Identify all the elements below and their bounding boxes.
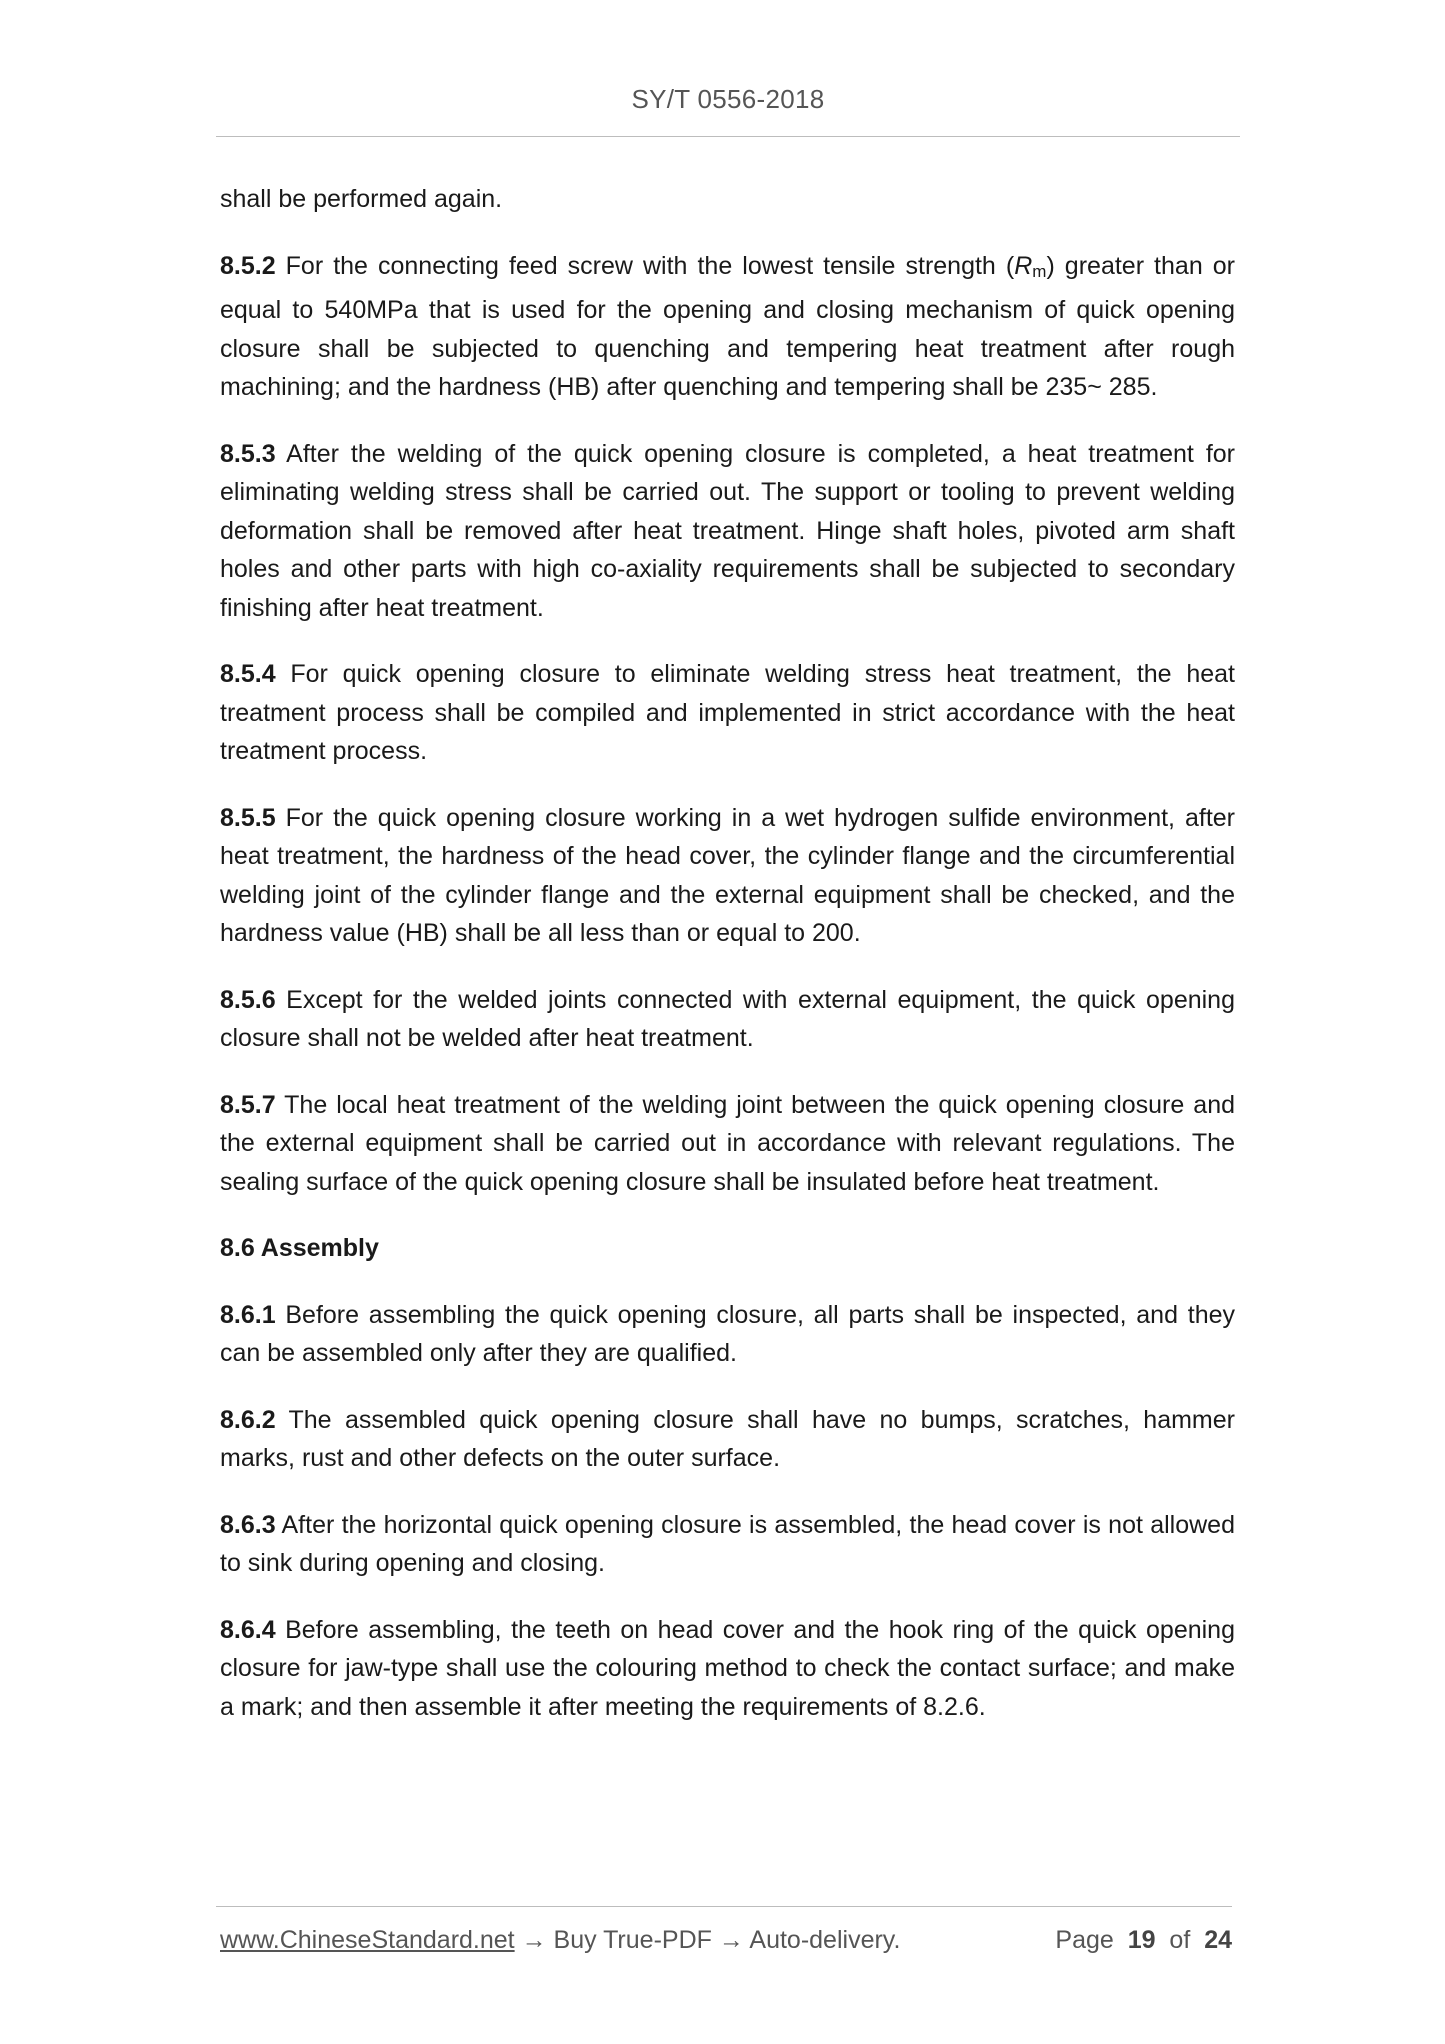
current-page-number: 19 xyxy=(1127,1926,1156,1954)
section-heading-assembly: 8.6 Assembly xyxy=(220,1234,379,1262)
clause-text: For the quick opening closure working in a wet hydrogen sulfide environment, after heat treatment, the hardness of the head cover, the cylinder flange and the circumferential welding joint of the cylinder flange and the external equipment shall be checked, and the hardness value (HB) shall be all less than or equal to 200. xyxy=(220,803,1235,947)
clause-number: 8.6.1 xyxy=(220,1300,276,1329)
paragraph-continuation: shall be performed again. xyxy=(220,185,503,213)
clause-number: 8.6.2 xyxy=(220,1405,276,1434)
total-pages: 24 xyxy=(1204,1926,1232,1954)
clause-number: 8.5.6 xyxy=(220,985,276,1014)
clause-number: 8.5.4 xyxy=(220,660,276,688)
clause-8-5-5 xyxy=(220,799,1235,953)
clause-text: After the welding of the quick opening closure is completed, a heat treatment for eliminating welding stress shall be carried out. The support or tooling to prevent welding deformation shall be removed after heat treatment. Hinge shaft holes, pivoted arm shaft holes and other parts with high co-axiality requirements shall be subjected to secondary finishing after heat treatment. xyxy=(220,439,1235,622)
clause-number: 8.5.7 xyxy=(220,1090,276,1119)
clause-8-6-1 xyxy=(220,1296,1235,1373)
website-link[interactable]: www.ChineseStandard.net xyxy=(220,1926,515,1954)
clause-number: 8.6.3 xyxy=(220,1510,276,1539)
clause-8-6-2 xyxy=(220,1401,1235,1478)
clause-text: The assembled quick opening closure shall have no bumps, scratches, hammer marks, rust and other defects on the outer surface. xyxy=(220,1405,1235,1472)
clause-8-5-7 xyxy=(220,1086,1235,1202)
page-word: Page xyxy=(1055,1926,1114,1954)
clause-8-6-4 xyxy=(220,1611,1235,1727)
tensile-symbol: R xyxy=(1014,251,1033,280)
clause-text-part: For the connecting feed screw with the lowest tensile strength ( xyxy=(275,251,1015,280)
header-divider xyxy=(216,136,1240,137)
clause-number: 8.5.5 xyxy=(220,803,276,832)
clause-number: 8.5.2 xyxy=(220,251,276,280)
page-indicator xyxy=(1055,1926,1232,1955)
clause-number: 8.6.4 xyxy=(220,1615,276,1644)
footer-promo xyxy=(220,1926,900,1955)
clause-text: For quick opening closure to eliminate welding stress heat treatment, the heat treatment process shall be compiled and implemented in strict accordance with the heat treatment process. xyxy=(220,660,1235,765)
document-code-header: SY/T 0556-2018 xyxy=(631,84,825,114)
clause-8-5-6 xyxy=(220,981,1235,1058)
footer-divider xyxy=(216,1906,1232,1907)
tensile-subscript: m xyxy=(1032,261,1047,281)
page-footer xyxy=(220,1926,1232,1966)
clause-text: The local heat treatment of the welding joint between the quick opening closure and the external equipment shall be carried out in accordance with relevant regulations. The sealing surface of the quick opening closure shall be insulated before heat treatment. xyxy=(220,1090,1235,1196)
clause-8-5-3 xyxy=(220,435,1235,628)
clause-8-6-3 xyxy=(220,1506,1235,1583)
clause-text: Before assembling, the teeth on head cover and the hook ring of the quick opening closure for jaw-type shall use the colouring method to check the contact surface; and make a mark; and then assemble it after meeting the requirements of 8.2.6. xyxy=(220,1615,1235,1721)
of-word: of xyxy=(1169,1926,1191,1954)
footer-tagline: → Buy True-PDF → Auto-delivery. xyxy=(514,1926,901,1954)
clause-text: Except for the welded joints connected with external equipment, the quick opening closure shall not be welded after heat treatment. xyxy=(220,985,1235,1052)
clause-8-5-4 xyxy=(220,655,1235,771)
clause-text: After the horizontal quick opening closure is assembled, the head cover is not allowed to sink during opening and closing. xyxy=(220,1510,1235,1577)
clause-text-part: ) greater than or equal to 540MPa that is used for the opening and closing mechanism of quick opening closure shall be subjected to quenching and tempering heat treatment after rough machining; and the hardness (HB) after quenching and tempering shall be 235~ 285. xyxy=(220,251,1235,401)
clause-text: Before assembling the quick opening closure, all parts shall be inspected, and they can be assembled only after they are qualified. xyxy=(220,1300,1235,1367)
clause-number: 8.5.3 xyxy=(220,439,276,468)
clause-8-5-2 xyxy=(220,247,1235,407)
document-body xyxy=(220,180,1235,1754)
